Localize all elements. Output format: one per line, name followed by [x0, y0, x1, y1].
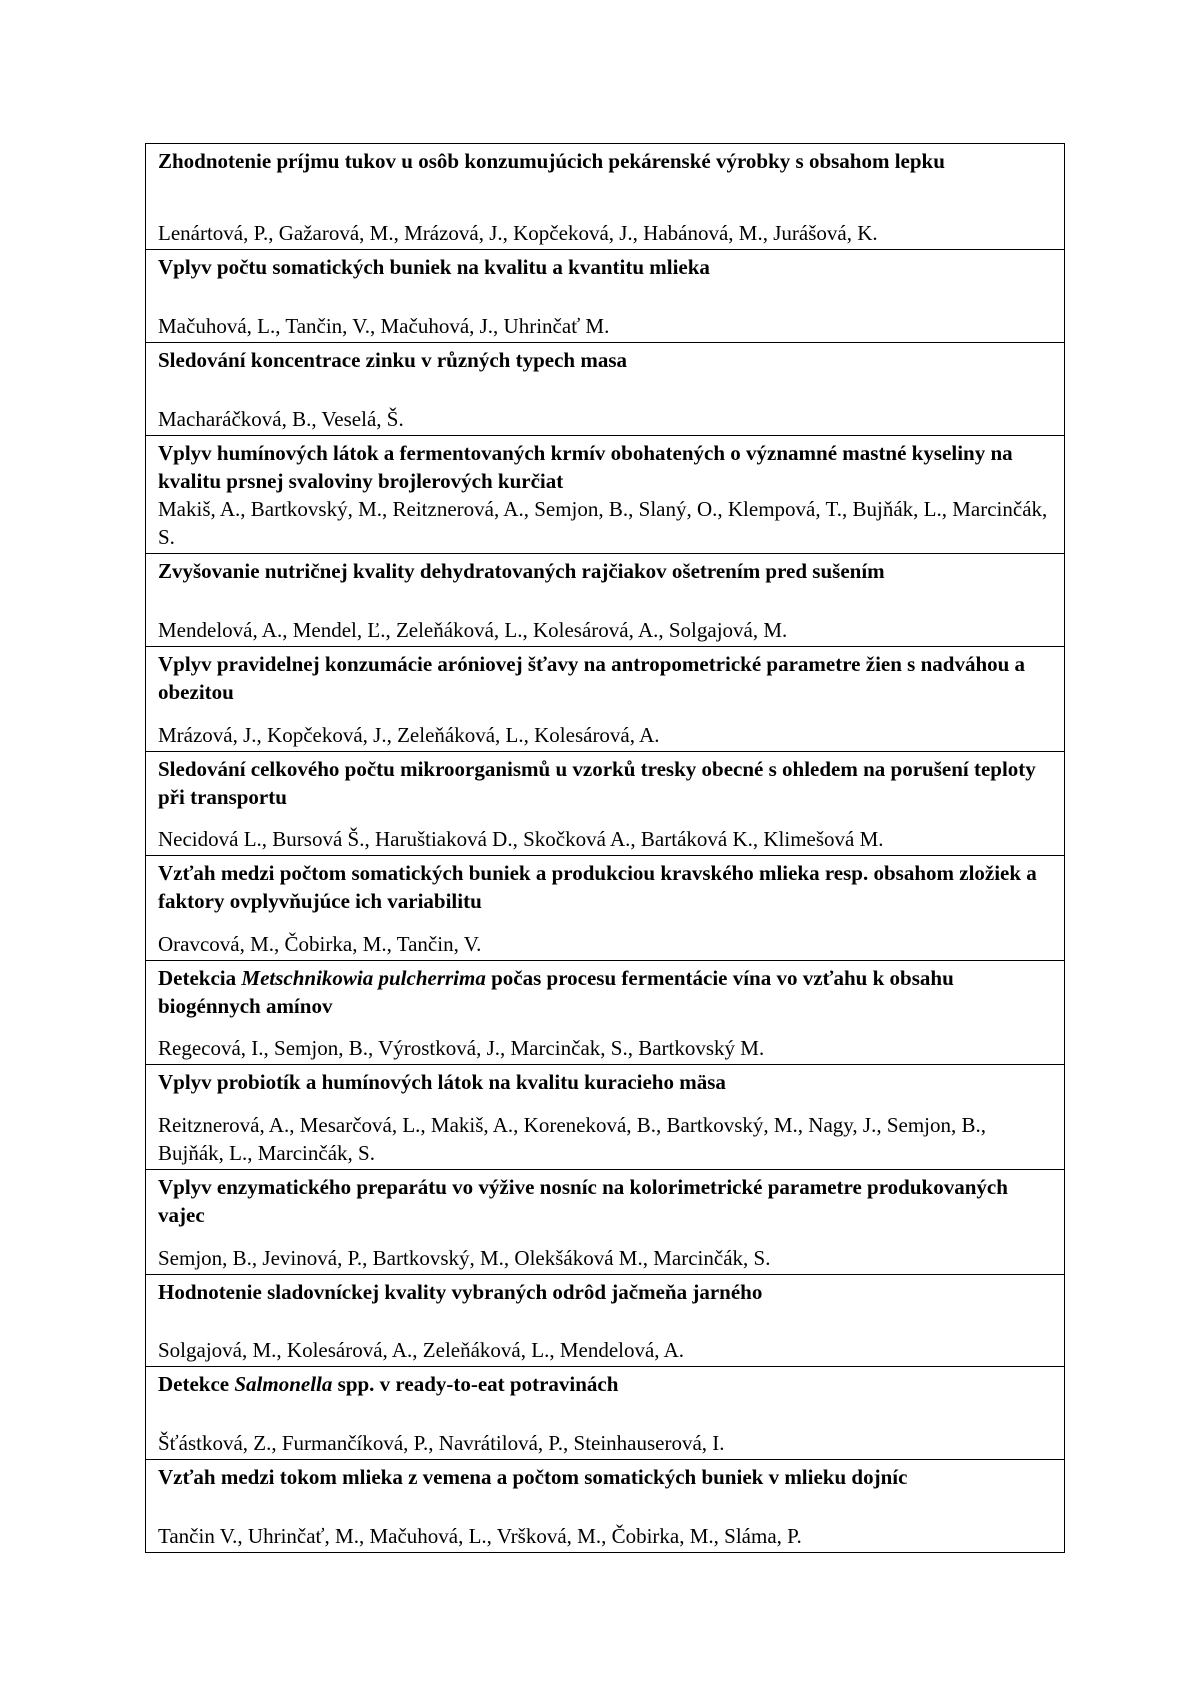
entry-authors: Necidová L., Bursová Š., Haruštiaková D., Skočková A., Bartáková K., Klimešová M. [158, 827, 884, 851]
entry-title: Sledování celkového počtu mikroorganismů u vzorků tresky obecné s ohledem na porušení teploty při transportu [158, 757, 1036, 809]
entry [145, 250, 1065, 343]
entry-title: Vplyv probiotík a humínových látok na kvalitu kuracieho mäsa [158, 1070, 726, 1094]
entry-authors: Reitznerová, A., Mesarčová, L., Makiš, A., Koreneková, B., Bartkovský, M., Nagy, J., Semjon, B., Bujňák, L., Marcinčák, S. [158, 1113, 987, 1165]
entry-title: Zhodnotenie príjmu tukov u osôb konzumujúcich pekárenské výrobky s obsahom lepku [158, 149, 945, 173]
entry-authors: Mrázová, J., Kopčeková, J., Zeleňáková, L., Kolesárová, A. [158, 723, 660, 747]
entry-authors: Mačuhová, L., Tančin, V., Mačuhová, J., Uhrinčať M. [158, 314, 610, 338]
entry-title: Sledování koncentrace zinku v různých typech masa [158, 348, 628, 372]
entry [145, 961, 1065, 1065]
species-name: Salmonella [234, 1372, 333, 1396]
entry [145, 1275, 1065, 1367]
entry [145, 144, 1065, 250]
entry-title: Vplyv pravidelnej konzumácie aróniovej šťavy na antropometrické parametre žien s nadváhou a obezitou [158, 652, 1026, 704]
entry-authors: Regecová, I., Semjon, B., Výrostková, J., Marcinčak, S., Bartkovský M. [158, 1036, 765, 1060]
entry-authors: Macharáčková, B., Veselá, Š. [158, 407, 404, 431]
entry-authors: Oravcová, M., Čobirka, M., Tančin, V. [158, 932, 482, 956]
entry [145, 554, 1065, 647]
entry-authors: Makiš, A., Bartkovský, M., Reitznerová, A., Semjon, B., Slaný, O., Klempová, T., Bujňák, L., Marcinčák, S. [158, 497, 1048, 549]
entry [145, 1460, 1065, 1553]
entry-authors: Lenártová, P., Gažarová, M., Mrázová, J., Kopčeková, J., Habánová, M., Jurášová, K. [158, 221, 878, 245]
entry-title: Vplyv humínových látok a fermentovaných krmív obohatených o významné mastné kyseliny na kvalitu prsnej svaloviny brojlerových kurčiat [158, 441, 1013, 493]
entry-title: Zvyšovanie nutričnej kvality dehydratovaných rajčiakov ošetrením pred sušením [158, 559, 885, 583]
entry [145, 1170, 1065, 1275]
entry [145, 1367, 1065, 1460]
entry-title: Vplyv enzymatického preparátu vo výžive nosníc na kolorimetrické parametre produkovaných vajec [158, 1175, 1008, 1227]
entry [145, 752, 1065, 856]
entry [145, 1065, 1065, 1170]
entry-title: Detekce Salmonella spp. v ready-to-eat potravinách [158, 1372, 619, 1396]
entry-title: Vplyv počtu somatických buniek na kvalitu a kvantitu mlieka [158, 255, 710, 279]
entry-authors: Tančin V., Uhrinčať, M., Mačuhová, L., Vršková, M., Čobirka, M., Sláma, P. [158, 1524, 802, 1548]
entry-authors: Semjon, B., Jevinová, P., Bartkovský, M., Olekšáková M., Marcinčák, S. [158, 1246, 771, 1270]
entry-authors: Mendelová, A., Mendel, Ľ., Zeleňáková, L., Kolesárová, A., Solgajová, M. [158, 618, 788, 642]
entry-title: Detekcia Metschnikowia pulcherrima počas procesu fermentácie vína vo vzťahu k obsahu biogénnych amínov [158, 966, 954, 1018]
contents-table [145, 143, 1065, 1553]
species-name: Metschnikowia pulcherrima [241, 966, 486, 990]
entry [145, 343, 1065, 436]
entry-title: Vzťah medzi tokom mlieka z vemena a počtom somatických buniek v mlieku dojníc [158, 1465, 908, 1489]
entry-title: Hodnotenie sladovníckej kvality vybraných odrôd jačmeňa jarného [158, 1280, 763, 1304]
entry-authors: Solgajová, M., Kolesárová, A., Zeleňáková, L., Mendelová, A. [158, 1338, 685, 1362]
entry [145, 647, 1065, 752]
entry-title: Vzťah medzi počtom somatických buniek a produkciou kravského mlieka resp. obsahom zložiek a faktory ovplyvňujúce ich variabilitu [158, 861, 1037, 913]
entry-authors: Šťástková, Z., Furmančíková, P., Navrátilová, P., Steinhauserová, I. [158, 1431, 725, 1455]
entry [145, 856, 1065, 961]
entry [145, 436, 1065, 554]
